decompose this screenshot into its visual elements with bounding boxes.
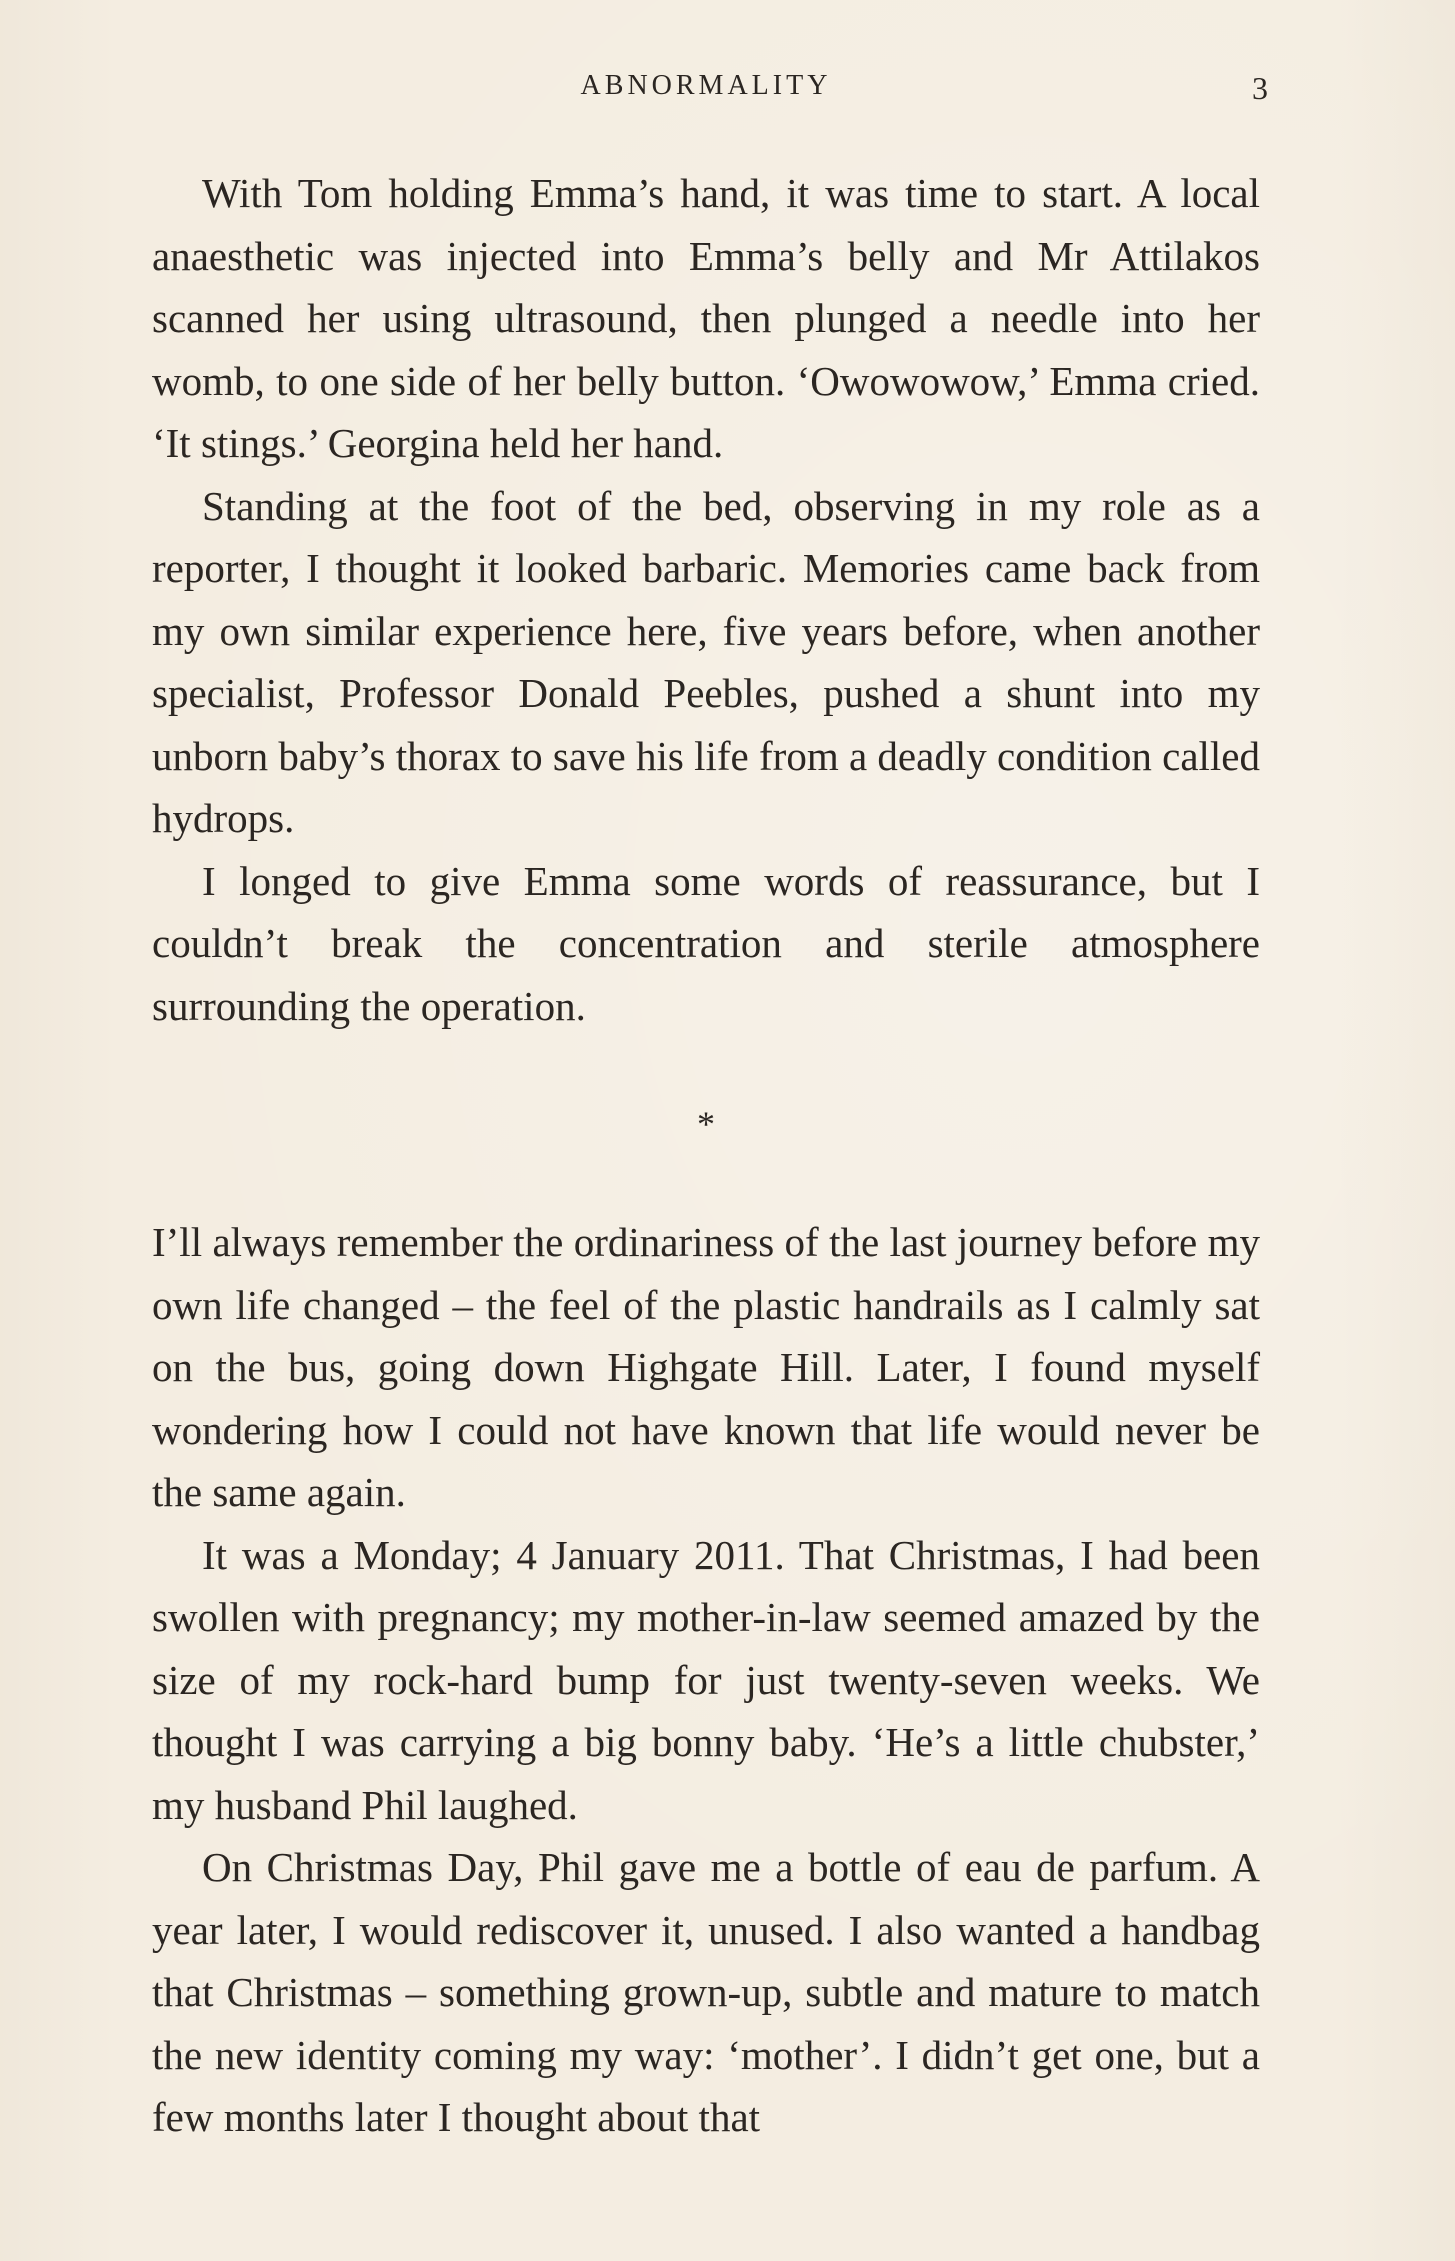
section-break: * (697, 1104, 715, 1144)
paragraph: Standing at the foot of the bed, observing in my role as a reporter, I thought it looked barbaric. Memories came back from my own similar experience here, five years before, when another specialist, Professor Donald Peebles, pushed a shunt into my unborn baby’s thorax to save his life from a deadly condition called hydrops. (152, 482, 1260, 841)
running-title: ABNORMALITY (580, 70, 832, 101)
paragraph: With Tom holding Emma’s hand, it was time to start. A local anaesthetic was injected into Emma’s belly and Mr Attilakos scanned her using ultrasound, then plunged a needle into her womb, to one side of her belly button. ‘Owowowow,’ Emma cried. ‘It stings.’ Georgina held her hand. (152, 170, 1260, 466)
paragraph: On Christmas Day, Phil gave me a bottle of eau de parfum. A year later, I would rediscover it, unused. I also wanted a handbag that Christmas – something grown-up, subtle and mature to match the new identity coming my way: ‘mother’. I didn’t get one, but a few months later I thought about that (152, 1844, 1260, 2140)
body-text (152, 162, 1260, 2149)
paragraph: It was a Monday; 4 January 2011. That Christmas, I had been swollen with pregnancy; my mother-in-law seemed amazed by the size of my rock-hard bump for just twenty-seven weeks. We thought I was carrying a big bonny baby. ‘He’s a little chubster,’ my husband Phil laughed. (152, 1531, 1260, 1828)
paragraph: I’ll always remember the ordinariness of the last journey before my own life changed – the feel of the plastic handrails as I calmly sat on the bus, going down Highgate Hill. Later, I found myself wondering how I could not have known that life would never be the same again. (152, 1219, 1260, 1515)
page-number: 3 (1252, 70, 1268, 106)
running-head (152, 70, 1268, 110)
paragraph: I longed to give Emma some words of reassurance, but I couldn’t break the concentration and sterile atmosphere surrounding the operation. (152, 857, 1260, 1029)
